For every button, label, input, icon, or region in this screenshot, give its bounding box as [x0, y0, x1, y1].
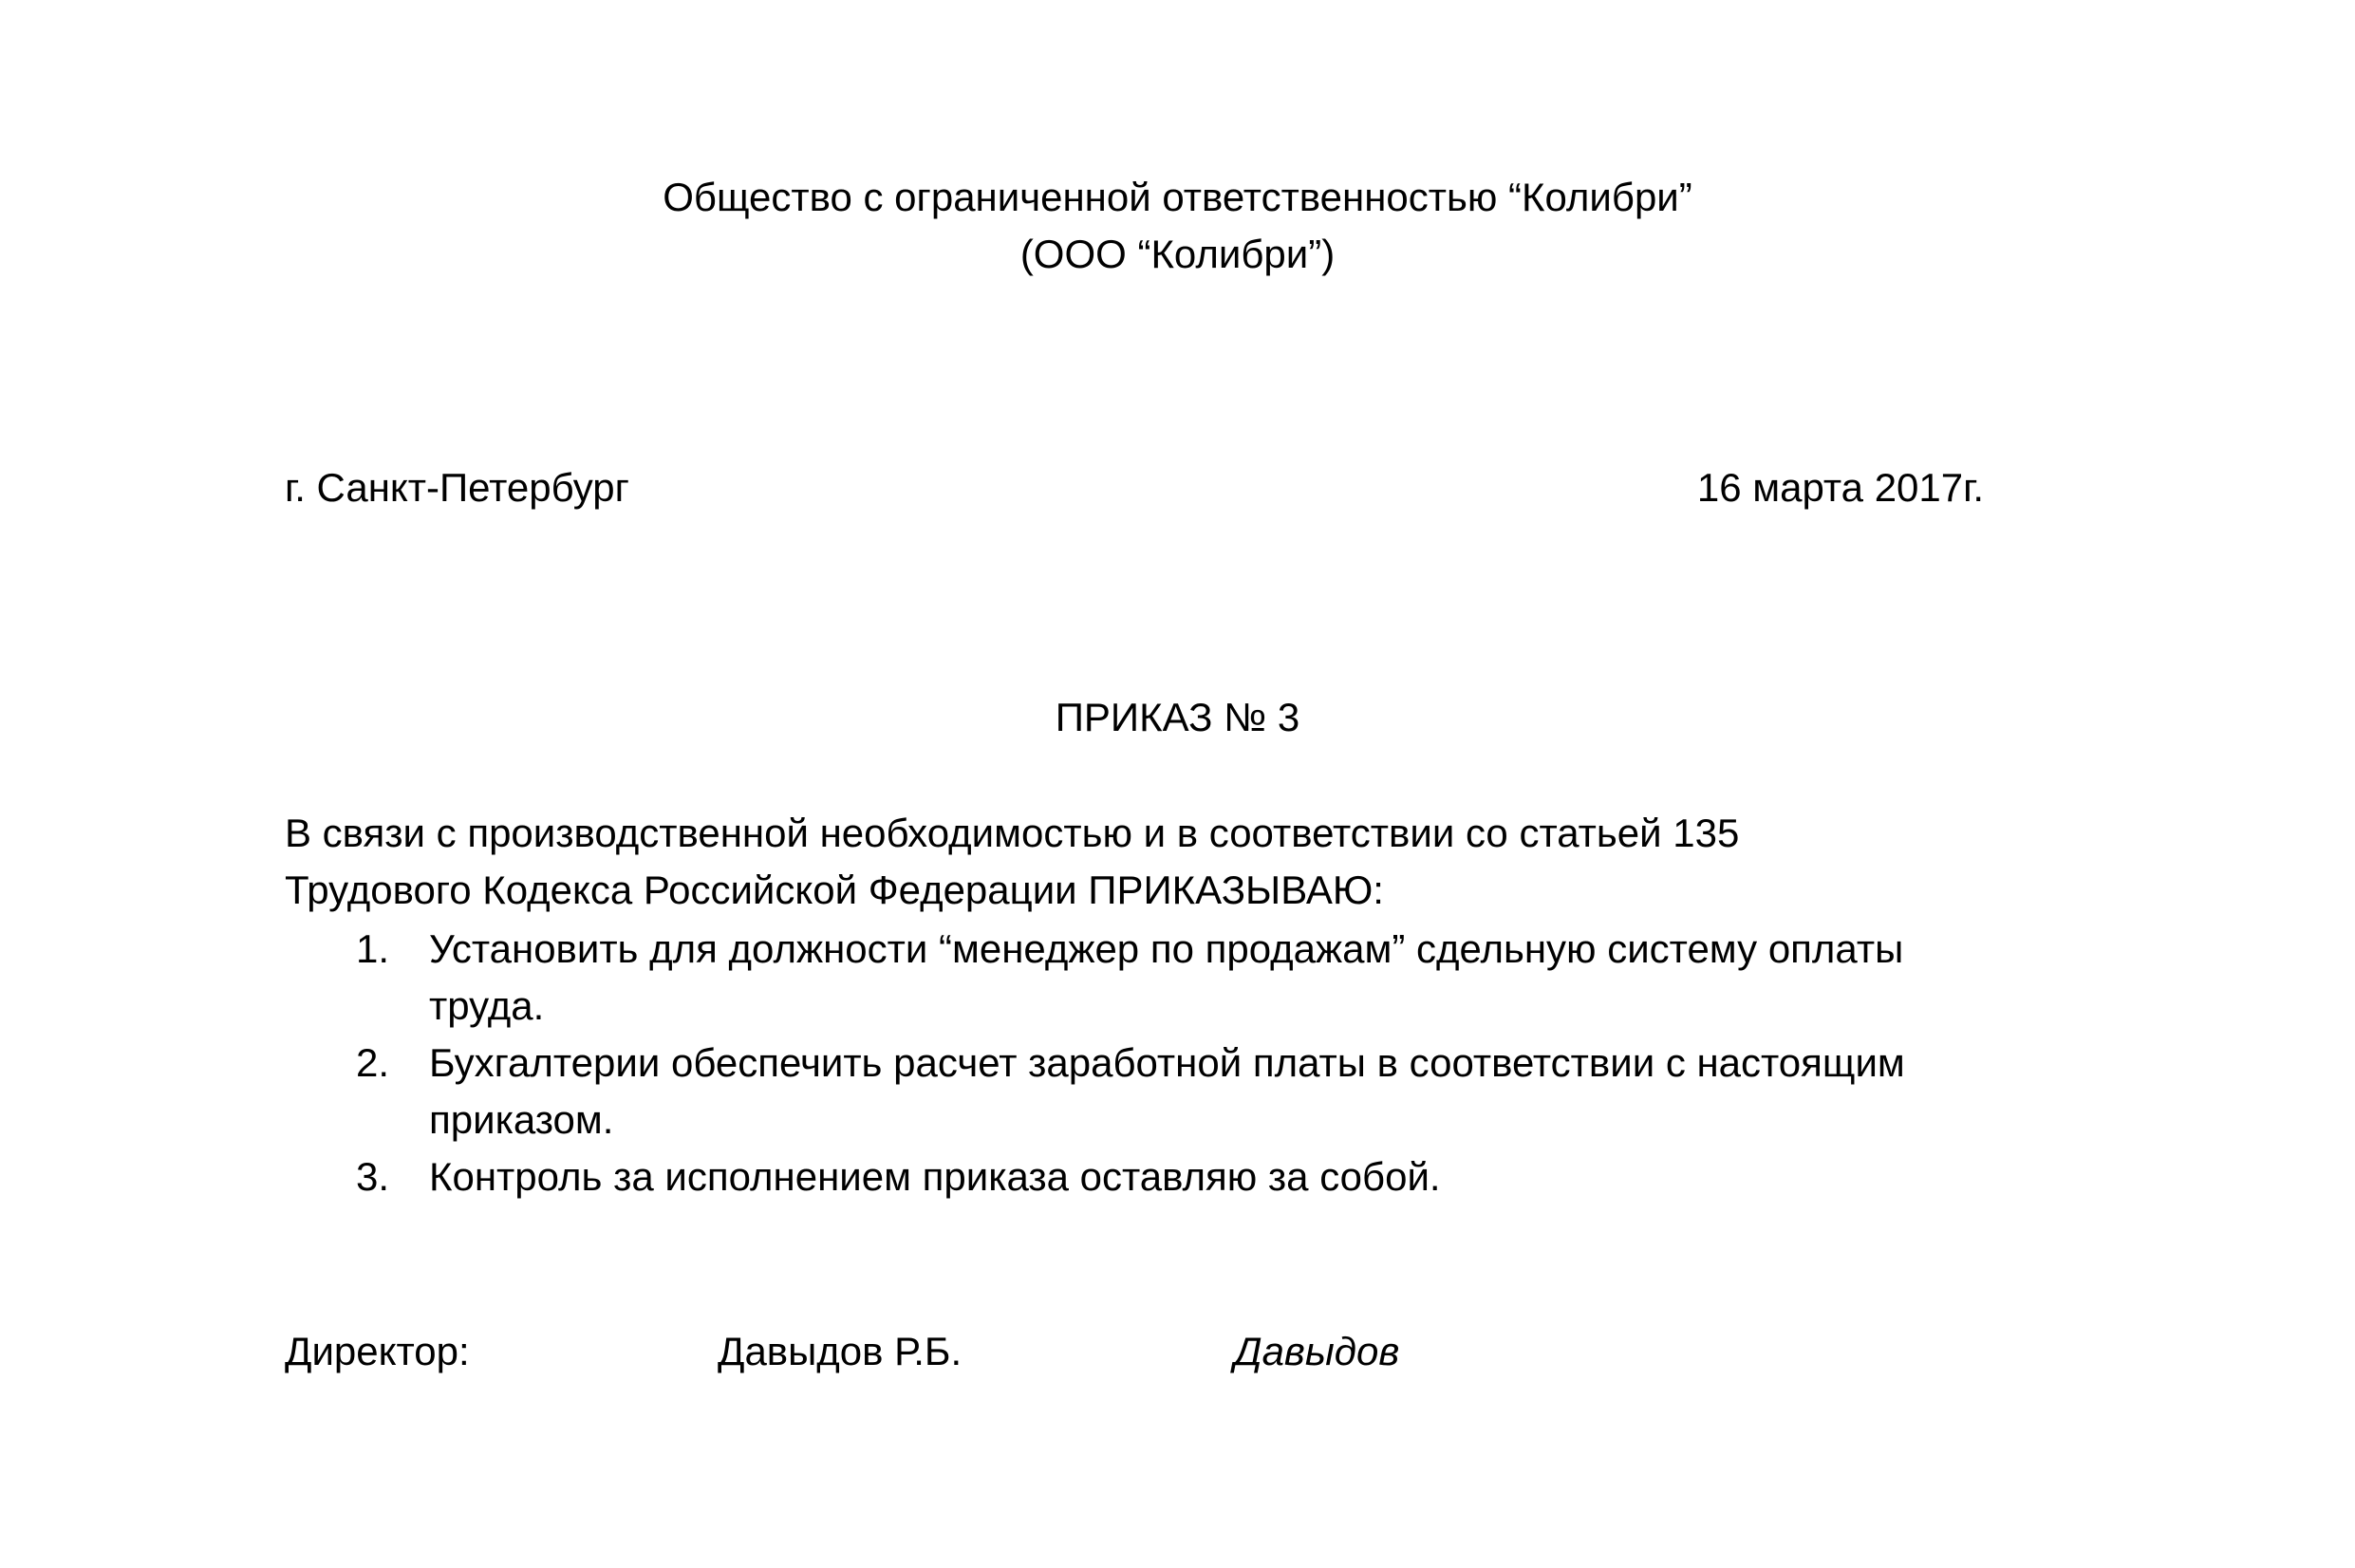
order-item [285, 1035, 2088, 1148]
order-item [285, 1148, 2088, 1205]
order-item-line: Контроль за исполнением приказа оставляю за собой. [429, 1154, 1441, 1199]
order-item-number: 3. [356, 1154, 390, 1199]
organization-full-name: Общество с ограниченной ответственностью “Колибри” [663, 175, 1692, 219]
order-preamble [285, 805, 2069, 919]
organization-short-name: (ООО “Колибри”) [1019, 232, 1336, 276]
order-item-text [429, 1035, 2088, 1148]
place-and-date [285, 459, 1984, 516]
order-item [285, 921, 2088, 1035]
signatory-name: Давыдов Р.Б. [718, 1329, 963, 1373]
order-item-line: Бухгалтерии обеспечить расчет заработной платы в соответствии с настоящим [429, 1040, 1905, 1085]
order-items-list [285, 921, 2088, 1205]
order-item-text [429, 1148, 2088, 1205]
handwritten-signature: Давыдов [1234, 1329, 1400, 1373]
order-item-text [429, 921, 2088, 1035]
order-item-line: приказом. [429, 1097, 614, 1142]
order-item-number: 1. [356, 926, 390, 971]
order-date: 16 марта 2017г. [1696, 465, 1984, 510]
preamble-line: В связи с производственной необходимостью и в соответствии со статьей 135 [285, 811, 1740, 855]
signature-block [285, 1323, 1519, 1380]
order-item-number: 2. [356, 1040, 390, 1085]
order-title: ПРИКАЗ № 3 [1055, 695, 1300, 739]
order-item-line: Установить для должности “менеджер по продажам” сдельную систему оплаты [429, 926, 1904, 971]
signatory-role: Директор: [285, 1329, 470, 1373]
city: г. Санкт-Петербург [285, 465, 629, 510]
order-item-line: труда. [429, 983, 545, 1028]
organization-header [0, 169, 2355, 283]
preamble-line: Трудового Кодекса Российской Федерации ПРИКАЗЫВАЮ: [285, 868, 1384, 912]
